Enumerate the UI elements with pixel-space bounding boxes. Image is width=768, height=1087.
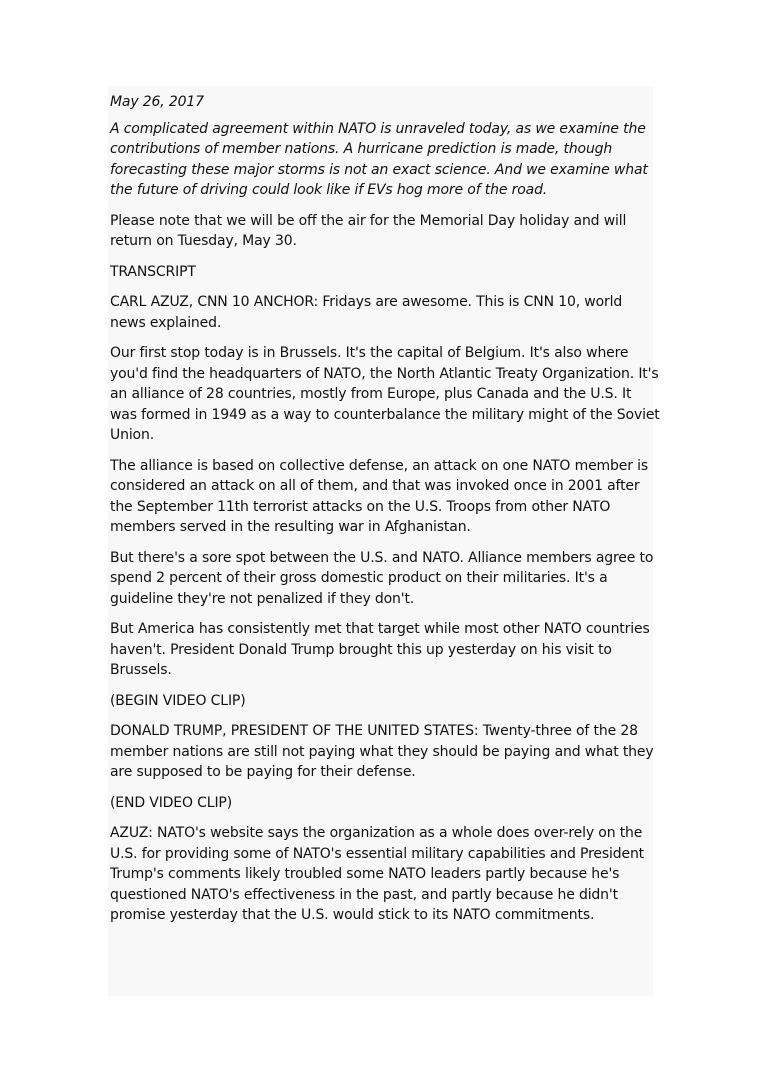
transcript-paragraph: AZUZ: NATO's website says the organization as a whole does over-rely on the U.S. for providing some of NATO's essential military capabilities and President Trump's comments likely troubled some NATO leaders partly because he's questioned NATO's effectiveness in the past, and partly because he didn't promise yesterday that the U.S. would stick to its NATO commitments.: [110, 825, 645, 923]
transcript-paragraph: CARL AZUZ, CNN 10 ANCHOR: Fridays are awesome. This is CNN 10, world news explained.: [110, 294, 623, 331]
document-date: May 26, 2017: [110, 94, 204, 110]
transcript-heading: TRANSCRIPT: [110, 263, 196, 280]
transcript-paragraph: (END VIDEO CLIP): [110, 794, 233, 811]
transcript-paragraph: Our first stop today is in Brussels. It's the capital of Belgium. It's also where you'd find the headquarters of NATO, the North Atlantic Treaty Organization. It's an alliance of 28 countries, mostly from Europe, plus Canada and the U.S. It was formed in 1949 as a way to counterbalance the military might of the Soviet Union.: [110, 345, 660, 443]
transcript-paragraph: But there's a sore spot between the U.S. and NATO. Alliance members agree to spend 2 percent of their gross domestic product on their militaries. It's a guideline they're not penalized if they don't.: [110, 549, 654, 607]
transcript-paragraph: DONALD TRUMP, PRESIDENT OF THE UNITED STATES: Twenty-three of the 28 member nations are still not paying what they should be paying and what they are supposed to be paying for their defense.: [110, 723, 654, 780]
transcript-paragraph: But America has consistently met that target while most other NATO countries haven't. President Donald Trump brought this up yesterday on his visit to Brussels.: [110, 621, 650, 678]
transcript-paragraph: (BEGIN VIDEO CLIP): [110, 692, 246, 709]
broadcast-notice: Please note that we will be off the air for the Memorial Day holiday and will return on Tuesday, May 30.: [110, 212, 627, 249]
transcript-document: [110, 92, 660, 936]
episode-summary: A complicated agreement within NATO is unraveled today, as we examine the contributions of member nations. A hurricane prediction is made, though forecasting these major storms is not an exact science. And we examine what the future of driving could look like if EVs hog more of the road.: [110, 120, 648, 198]
transcript-paragraph: The alliance is based on collective defense, an attack on one NATO member is considered an attack on all of them, and that was invoked once in 2001 after the September 11th terrorist attacks on the U.S. Troops from other NATO members served in the resulting war in Afghanistan.: [110, 457, 649, 535]
